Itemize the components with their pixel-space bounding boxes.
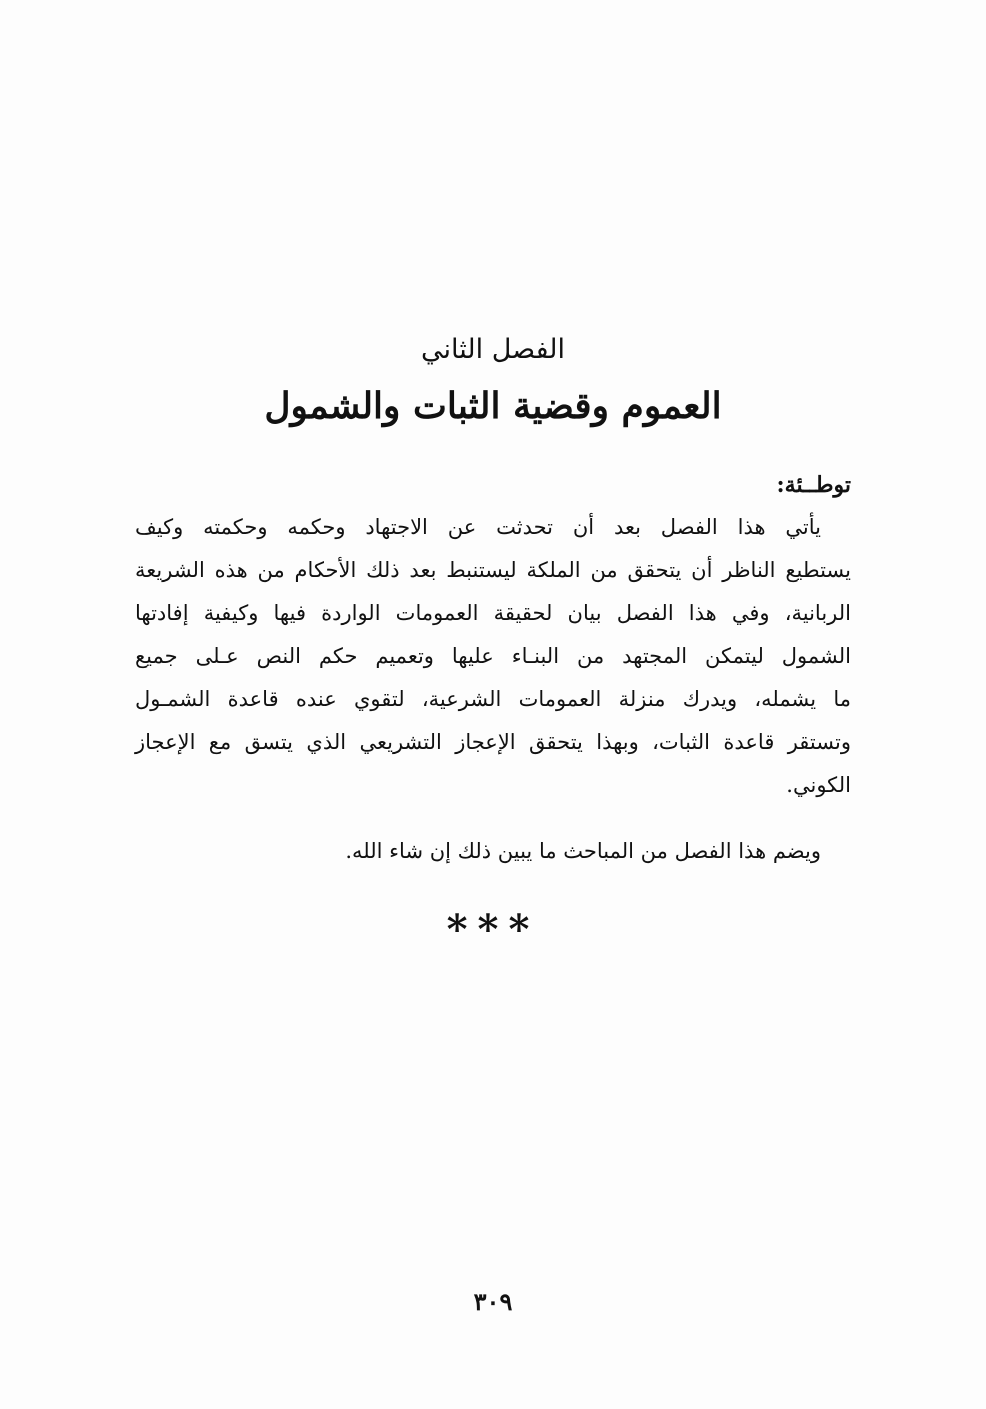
chapter-title: العموم وقضية الثبات والشمول (264, 385, 722, 427)
section-separator: *** (446, 906, 540, 953)
paragraph-line: ما يشمله، ويدرك منزلة العمومات الشرعية، لتقوي عنده قاعدة الشمـول (135, 687, 851, 711)
paragraph-line: يستطيع الناظر أن يتحقق من الملكة ليستنبط بعد ذلك الأحكام من هذه الشريعة (135, 558, 851, 582)
paragraph-line: الشمول ليتمكن المجتهد من البنـاء عليها وتعميم حكم النص عـلى جميع (135, 644, 851, 668)
closing-sentence: ويضم هذا الفصل من المباحث ما يبين ذلك إن شاء الله. (345, 839, 821, 863)
intro-heading: توطــئة: (776, 472, 851, 498)
chapter-label: الفصل الثاني (421, 334, 565, 365)
paragraph-line: الكوني. (786, 773, 851, 797)
paragraph-line: الربانية، وفي هذا الفصل بيان لحقيقة العمومات الواردة فيها وكيفية إفادتها (135, 601, 851, 625)
intro-paragraph (135, 506, 851, 807)
paragraph-line: وتستقر قاعدة الثبات، وبهذا يتحقق الإعجاز التشريعي الذي يتسق مع الإعجاز (135, 730, 851, 754)
page-number: ٣٠٩ (473, 1287, 513, 1316)
paragraph-line: يأتي هذا الفصل بعد أن تحدثت عن الاجتهاد وحكمه وحكمته وكيف (135, 515, 821, 539)
